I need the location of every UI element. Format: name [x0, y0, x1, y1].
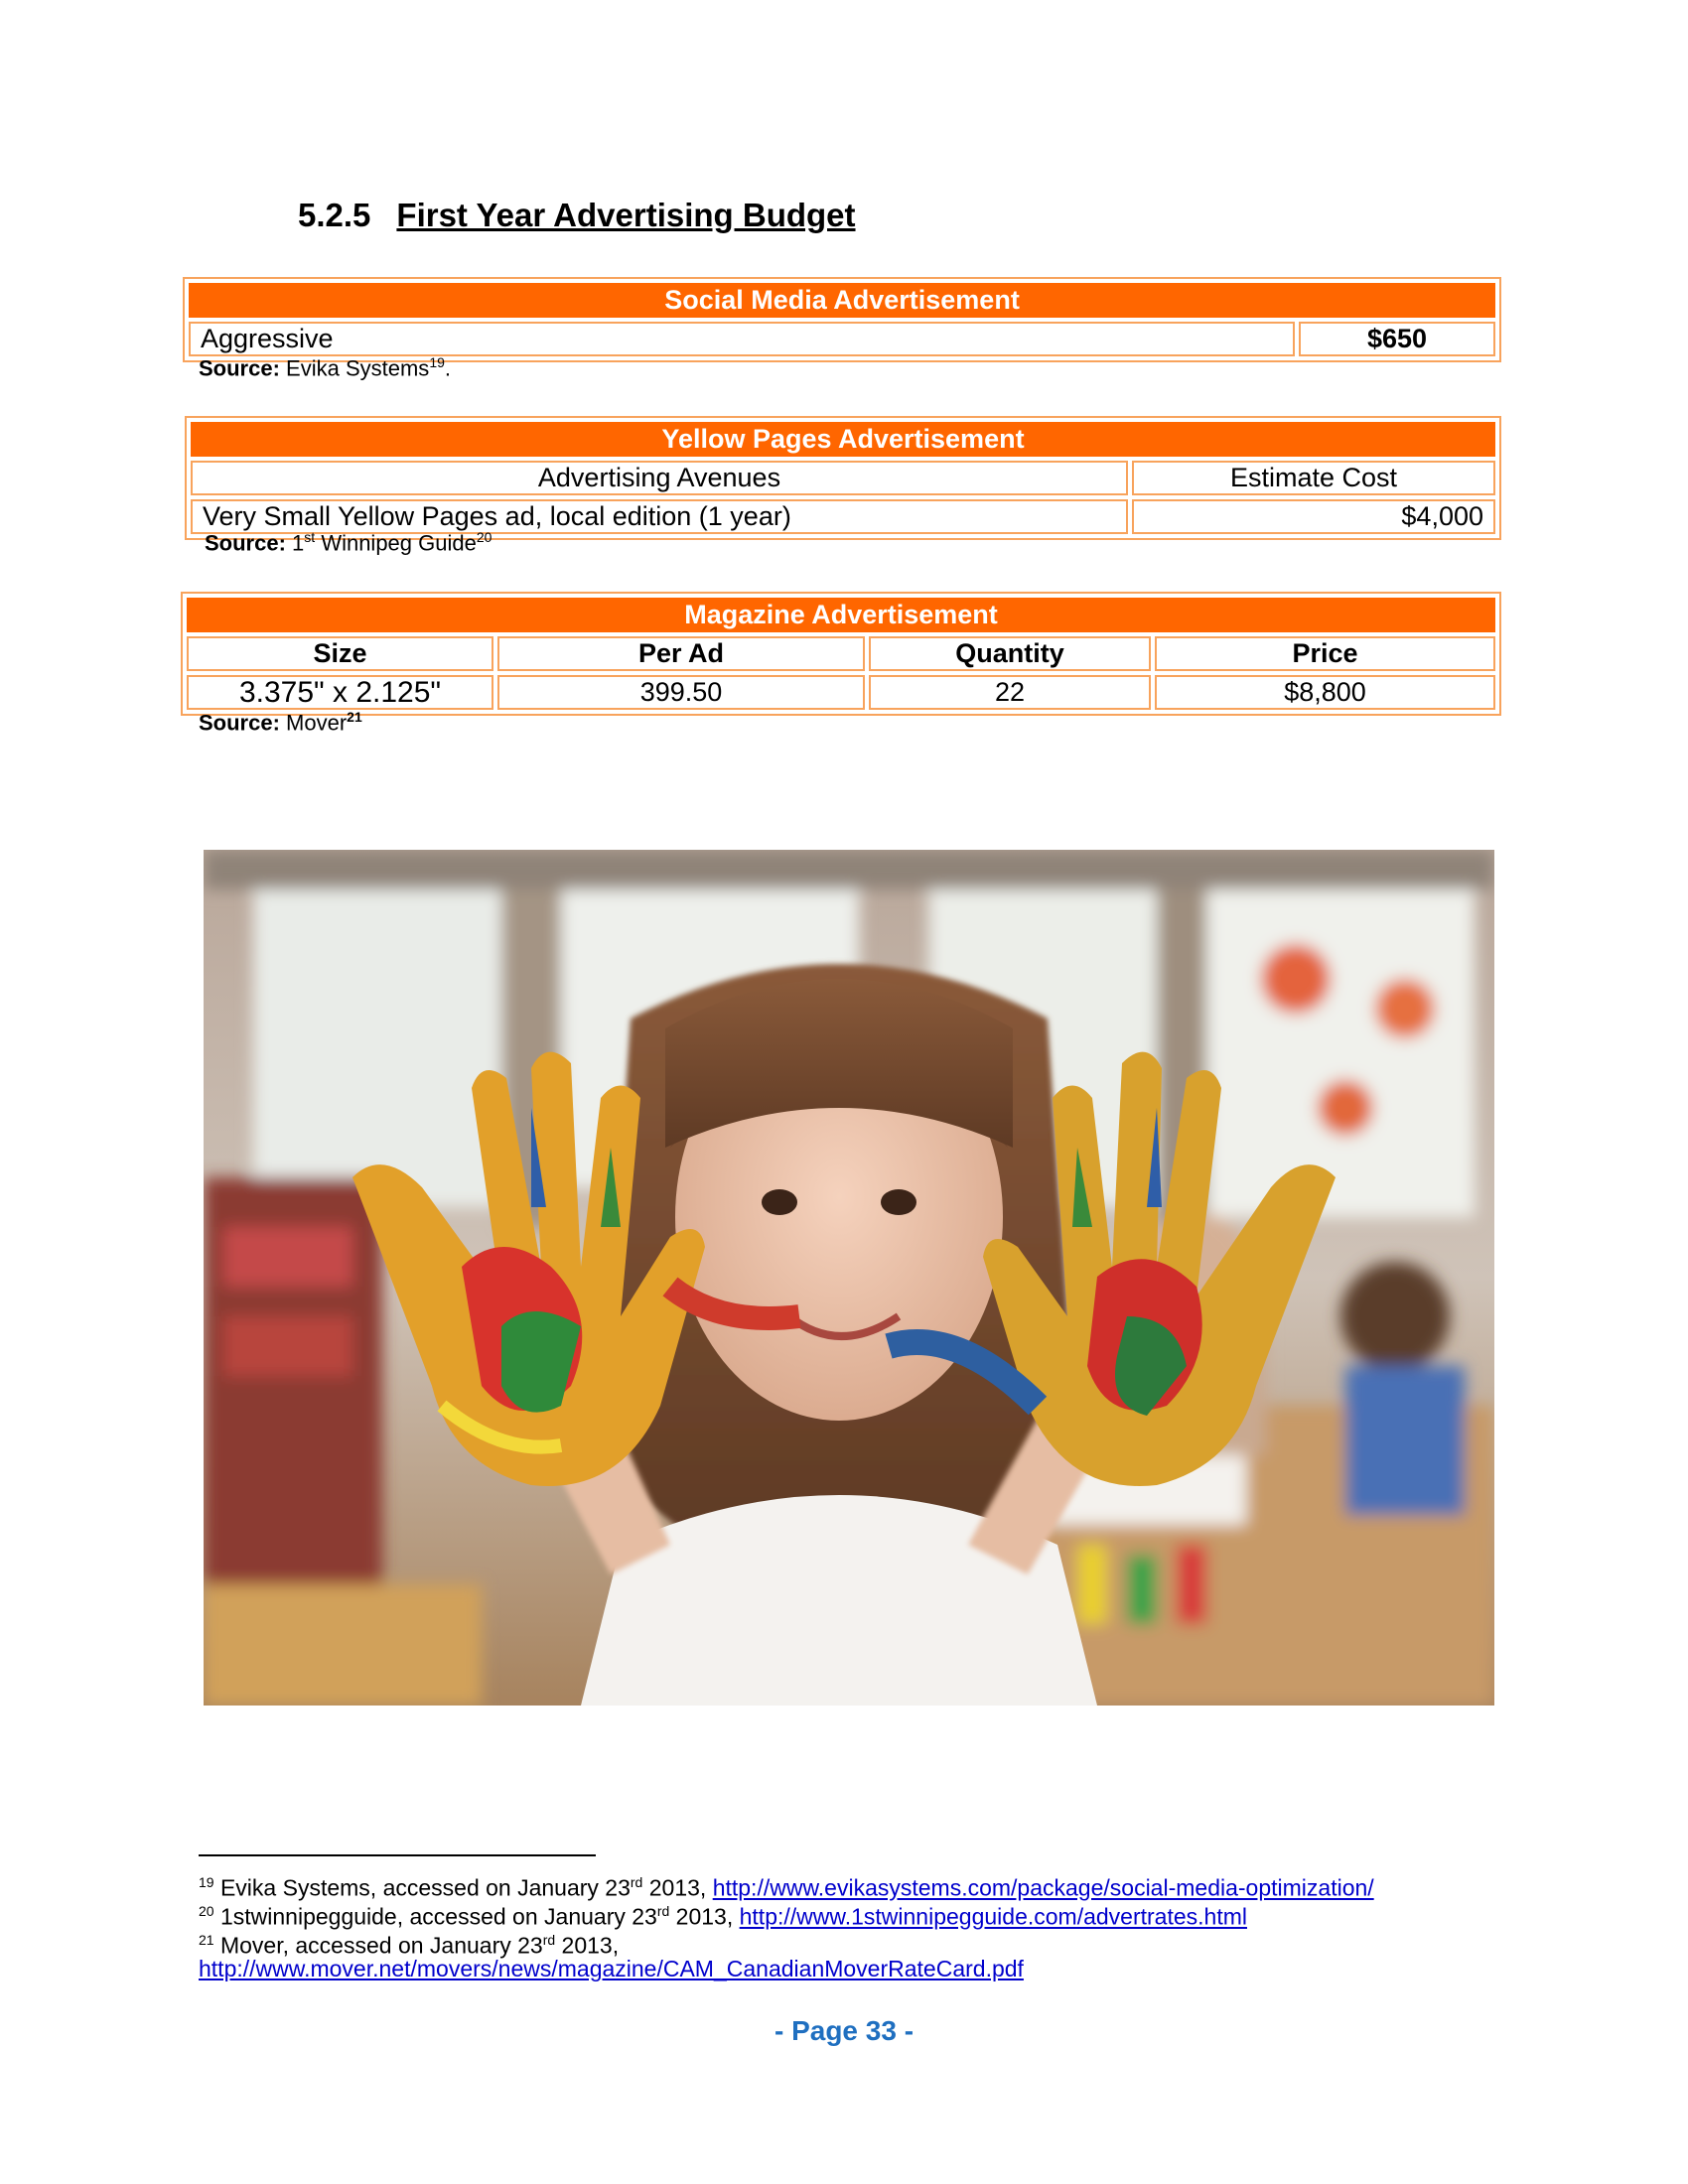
footnote-after: 2013,: [669, 1903, 740, 1930]
source-sup: st: [304, 529, 316, 545]
footnote-link-evika[interactable]: http://www.evikasystems.com/package/social-media-optimization/: [712, 1874, 1374, 1901]
footnote-number: 21: [199, 1932, 214, 1948]
footnote-text: Mover, accessed on January 23: [219, 1932, 543, 1959]
col-header-cost: Estimate Cost: [1132, 461, 1495, 495]
page-number: - Page 33 -: [774, 2015, 914, 2046]
footnote-link-winnipeg[interactable]: http://www.1stwinnipegguide.com/advertrates.html: [739, 1903, 1247, 1930]
magazine-row-price: $8,800: [1155, 675, 1495, 710]
section-number: 5.2.5: [298, 197, 371, 233]
footnote-after: 2013,: [555, 1932, 620, 1959]
child-painted-hands-photo: [204, 850, 1494, 1706]
col-header-avenues: Advertising Avenues: [191, 461, 1128, 495]
footnote-text: Evika Systems, accessed on January 23: [219, 1874, 631, 1901]
footnote-number: 20: [199, 1903, 214, 1919]
footnote-separator: [199, 1854, 596, 1856]
table-row: [187, 675, 1495, 710]
source-label: Source:: [199, 710, 280, 736]
footnote-sup: rd: [656, 1903, 670, 1919]
social-row-label: Aggressive: [189, 322, 1295, 356]
social-source: [199, 354, 451, 381]
yellow-pages-table: [185, 416, 1501, 540]
footnote-21-link-line: [199, 1955, 1024, 1982]
yellow-row-cost: $4,000: [1132, 499, 1495, 534]
magazine-row-size: 3.375" x 2.125": [187, 675, 493, 710]
table-row: [189, 322, 1495, 356]
col-header-size: Size: [187, 636, 493, 671]
yellow-source: [205, 529, 492, 556]
footnote-text: 1stwinnipegguide, accessed on January 23: [219, 1903, 657, 1930]
table-header-row: [187, 636, 1495, 671]
social-row-value: $650: [1299, 322, 1495, 356]
footnote-sup: rd: [630, 1874, 643, 1890]
col-header-per-ad: Per Ad: [497, 636, 865, 671]
footnote-sup: rd: [542, 1932, 556, 1948]
source-text: Mover: [286, 710, 348, 736]
social-media-table: [183, 277, 1501, 362]
table-header-row: [191, 461, 1495, 495]
social-media-title: Social Media Advertisement: [189, 283, 1495, 318]
col-header-price: Price: [1155, 636, 1495, 671]
source-text: Winnipeg Guide: [321, 530, 477, 556]
source-label: Source:: [205, 530, 286, 556]
footnote-ref: 20: [476, 529, 492, 545]
yellow-pages-title: Yellow Pages Advertisement: [191, 422, 1495, 457]
source-label: Source:: [199, 355, 280, 381]
source-pre: 1: [292, 530, 305, 556]
source-text: Evika Systems: [286, 355, 430, 381]
footnote-number: 19: [199, 1874, 214, 1890]
source-end: .: [444, 355, 452, 381]
magazine-row-quantity: 22: [869, 675, 1151, 710]
section-heading: [298, 197, 856, 234]
footnote-ref: 21: [347, 709, 362, 725]
magazine-row-per-ad: 399.50: [497, 675, 865, 710]
magazine-title: Magazine Advertisement: [187, 598, 1495, 632]
footnote-ref: 19: [429, 354, 445, 370]
magazine-source: [199, 709, 362, 736]
magazine-table: [181, 592, 1501, 716]
section-title: First Year Advertising Budget: [396, 197, 856, 233]
col-header-quantity: Quantity: [869, 636, 1151, 671]
footnote-after: 2013,: [642, 1874, 713, 1901]
yellow-row-avenue: Very Small Yellow Pages ad, local edition (1 year): [191, 499, 1128, 534]
footnote-link-mover[interactable]: http://www.mover.net/movers/news/magazine/CAM_CanadianMoverRateCard.pdf: [199, 1956, 1024, 1981]
